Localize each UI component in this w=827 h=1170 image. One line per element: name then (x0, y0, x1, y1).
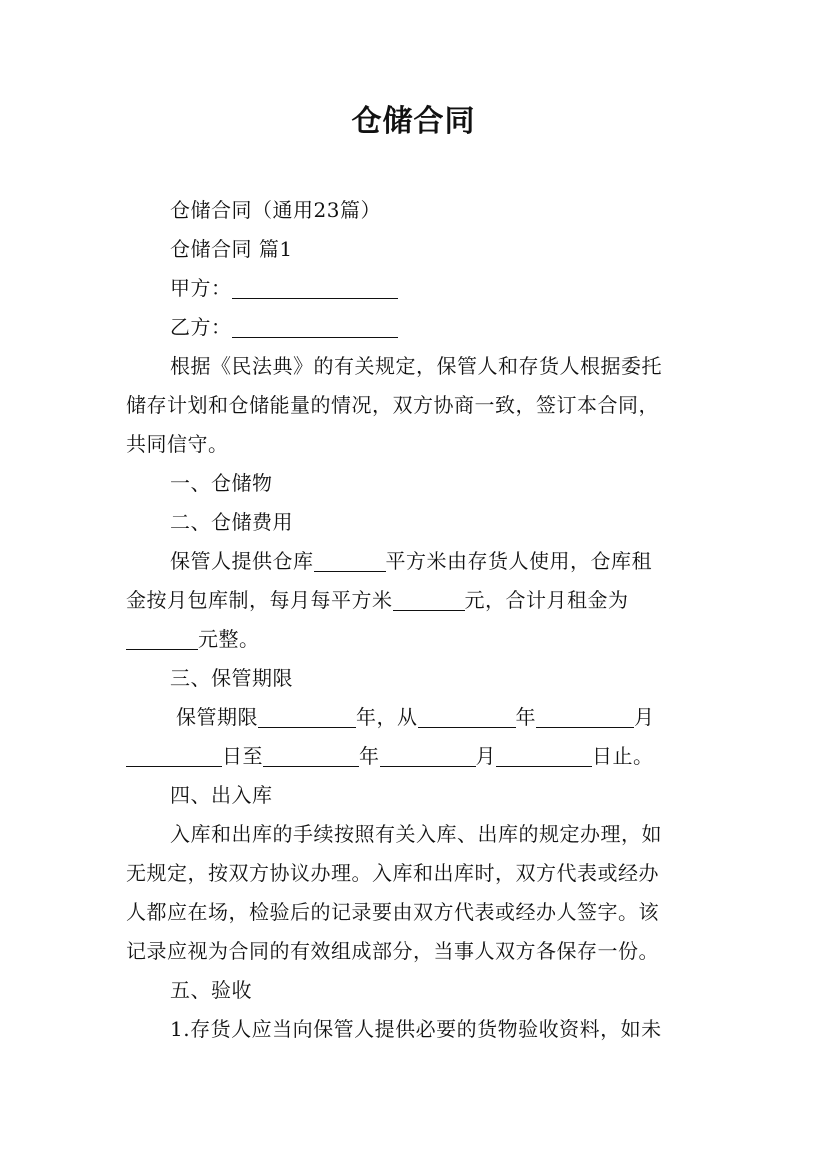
paragraph-line: 无规定，按双方协议办理。入库和出库时，双方代表或经办 (126, 861, 659, 885)
paragraph-line (170, 542, 710, 581)
text-segment: 年 (515, 705, 536, 729)
paragraph-line (126, 620, 706, 659)
fill-blank (258, 703, 356, 728)
paragraph-line: 储存计划和仓储能量的情况，双方协商一致，签订本合同， (126, 393, 659, 417)
fill-blank (126, 625, 198, 650)
fill-blank (126, 742, 222, 767)
party-a-blank (232, 274, 398, 299)
text-segment: 日至 (222, 744, 263, 768)
text-segment: 平方米由存货人使用，仓库租 (385, 549, 652, 573)
section-heading: 五、验收 (170, 978, 252, 1002)
text-segment: 月 (634, 705, 655, 729)
paragraph-line: 根据《民法典》的有关规定，保管人和存货人根据委托 (170, 354, 662, 378)
fill-blank (263, 742, 359, 767)
text-segment: 保管期限 (176, 705, 258, 729)
text-segment: 日止。 (592, 744, 654, 768)
document-title: 仓储合同 (351, 104, 476, 139)
paragraph-line: 记录应视为合同的有效组成部分，当事人双方各保存一份。 (126, 939, 659, 963)
paragraph-line: 入库和出库的手续按照有关入库、出库的规定办理，如 (170, 822, 662, 846)
paragraph-line (176, 698, 716, 737)
fill-blank (380, 742, 476, 767)
paragraph-line: 共同信守。 (126, 432, 229, 456)
text-segment: 年，从 (356, 705, 418, 729)
paragraph-line (126, 737, 706, 776)
text-segment: 月 (475, 744, 496, 768)
section-heading: 一、仓储物 (170, 471, 273, 495)
text-segment: 年 (359, 744, 380, 768)
party-a-label: 甲方： (170, 276, 232, 300)
party-a-line (170, 269, 710, 308)
section-heading: 三、保管期限 (170, 666, 293, 690)
text-segment: 保管人提供仓库 (170, 549, 314, 573)
party-b-line (170, 308, 710, 347)
fill-blank (496, 742, 592, 767)
paragraph-line: 1.存货人应当向保管人提供必要的货物验收资料，如未 (170, 1017, 662, 1041)
section-heading: 二、仓储费用 (170, 510, 293, 534)
text-segment: 元，合计月租金为 (464, 588, 629, 612)
party-b-blank (232, 313, 398, 338)
text-segment: 元整。 (198, 627, 260, 651)
fill-blank (393, 586, 465, 611)
fill-blank (536, 703, 634, 728)
text-segment: 金按月包库制，每月每平方米 (126, 588, 393, 612)
fill-blank (314, 547, 386, 572)
paragraph-line (126, 581, 706, 620)
fill-blank (418, 703, 516, 728)
contract-heading-line: 仓储合同（通用23篇） (170, 198, 381, 222)
paragraph-line: 人都应在场，检验后的记录要由双方代表或经办人签字。该 (126, 900, 659, 924)
party-b-label: 乙方： (170, 315, 232, 339)
contract-part-line: 仓储合同 篇1 (170, 237, 293, 261)
section-heading: 四、出入库 (170, 783, 273, 807)
